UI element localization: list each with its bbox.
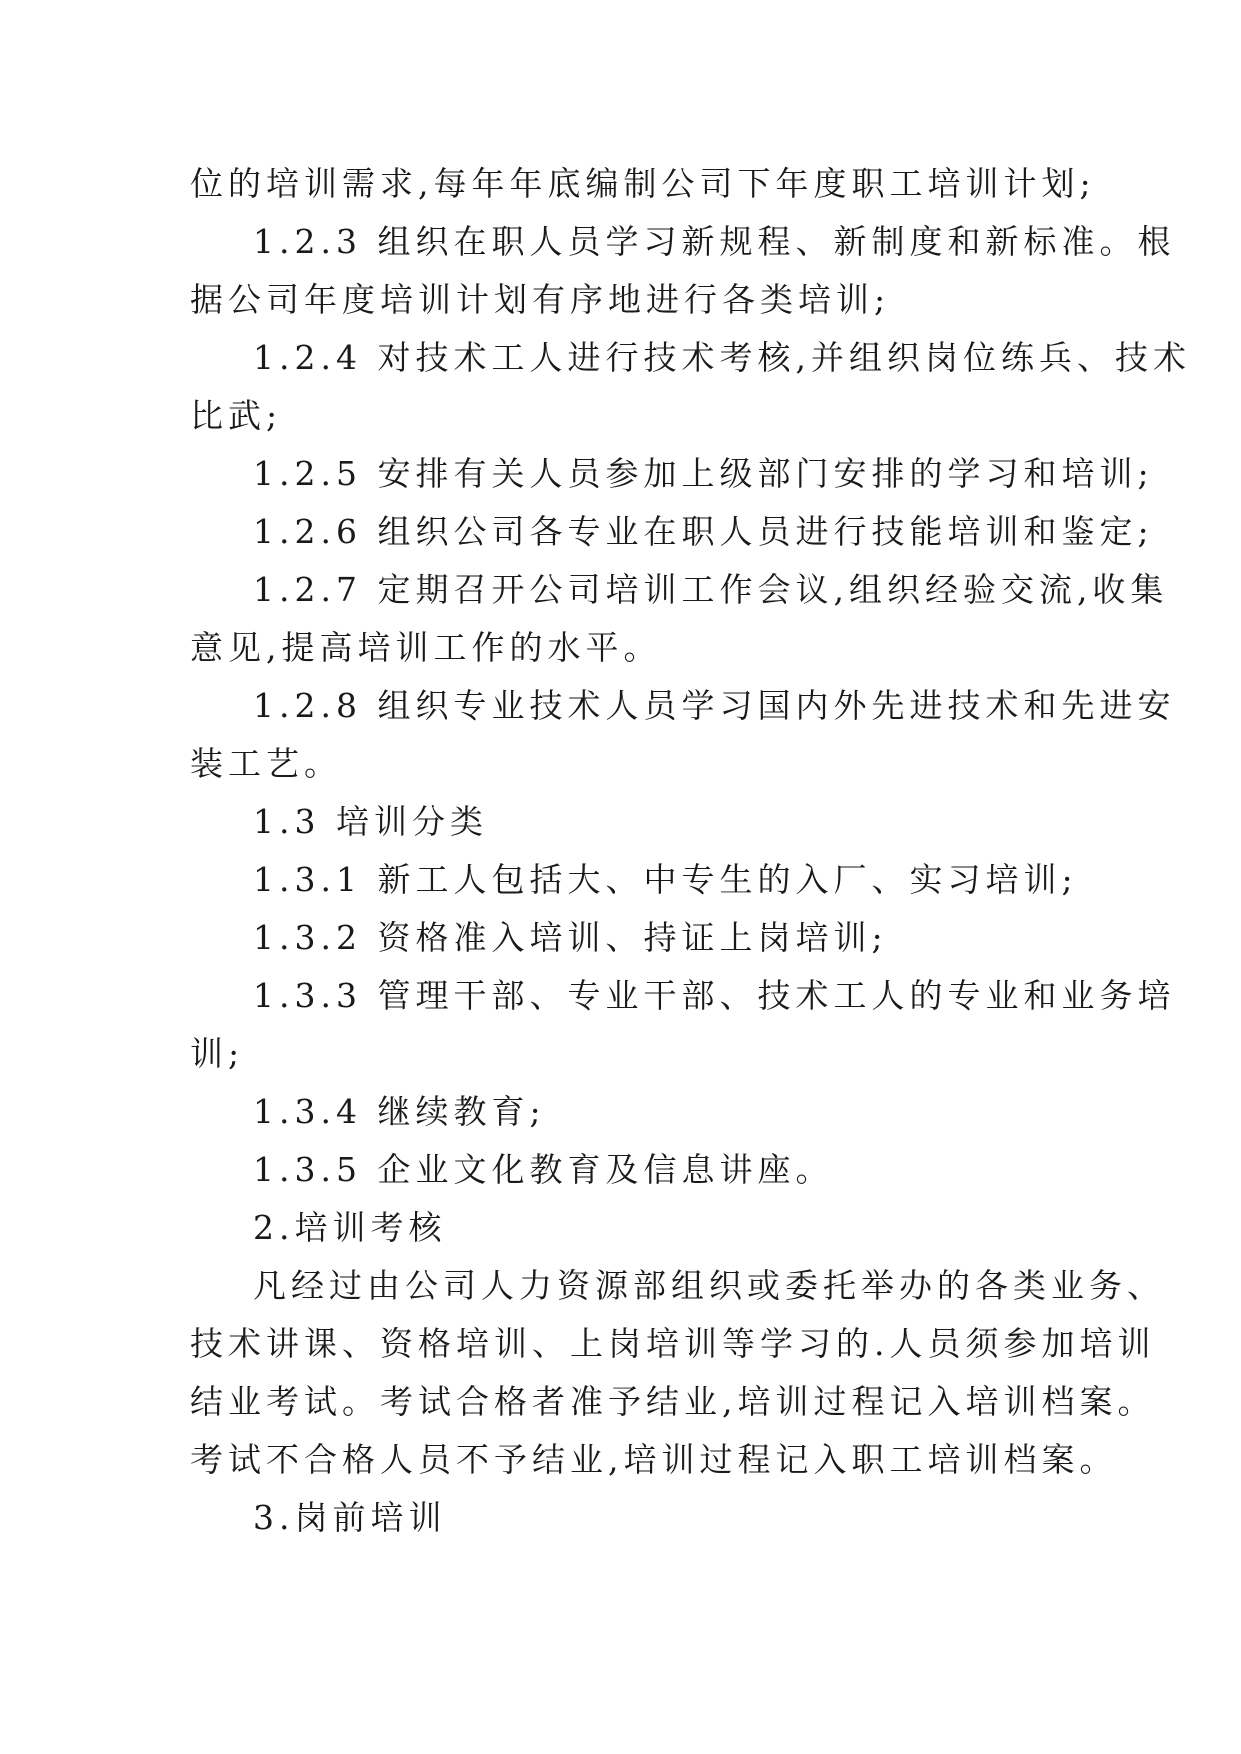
text-line: 技术讲课、资格培训、上岗培训等学习的.人员须参加培训: [190, 1324, 1156, 1363]
text-line: 训;: [190, 1034, 245, 1073]
text-line: 1.2.4 对技术工人进行技术考核,并组织岗位练兵、技术: [253, 338, 1191, 377]
section-heading: 2.培训考核: [253, 1208, 447, 1247]
text-line: 装工艺。: [190, 744, 342, 783]
text-line: 1.3.5 企业文化教育及信息讲座。: [253, 1150, 834, 1189]
text-line: 凡经过由公司人力资源部组织或委托举办的各类业务、: [253, 1266, 1165, 1305]
text-line: 1.3.4 继续教育;: [253, 1092, 546, 1131]
text-line: 考试不合格人员不予结业,培训过程记入职工培训档案。: [190, 1440, 1118, 1479]
text-line: 1.2.5 安排有关人员参加上级部门安排的学习和培训;: [253, 454, 1154, 493]
text-line: 据公司年度培训计划有序地进行各类培训;: [190, 280, 891, 319]
section-heading: 1.3 培训分类: [253, 802, 488, 841]
text-line: 意见,提高培训工作的水平。: [190, 628, 662, 667]
section-heading: 3.岗前培训: [253, 1498, 447, 1537]
text-line: 比武;: [190, 396, 283, 435]
document-page: [190, 155, 1191, 1547]
text-line: 1.3.1 新工人包括大、中专生的入厂、实习培训;: [253, 860, 1078, 899]
text-line: 位的培训需求,每年年底编制公司下年度职工培训计划;: [190, 164, 1096, 203]
text-line: 1.3.2 资格准入培训、持证上岗培训;: [253, 918, 888, 957]
text-line: 1.3.3 管理干部、专业干部、技术工人的专业和业务培: [253, 976, 1176, 1015]
text-line: 1.2.7 定期召开公司培训工作会议,组织经验交流,收集: [253, 570, 1169, 609]
text-line: 1.2.3 组织在职人员学习新规程、新制度和新标准。根: [253, 222, 1176, 261]
text-line: 1.2.6 组织公司各专业在职人员进行技能培训和鉴定;: [253, 512, 1154, 551]
text-line: 1.2.8 组织专业技术人员学习国内外先进技术和先进安: [253, 686, 1176, 725]
text-line: 结业考试。考试合格者准予结业,培训过程记入培训档案。: [190, 1382, 1156, 1421]
